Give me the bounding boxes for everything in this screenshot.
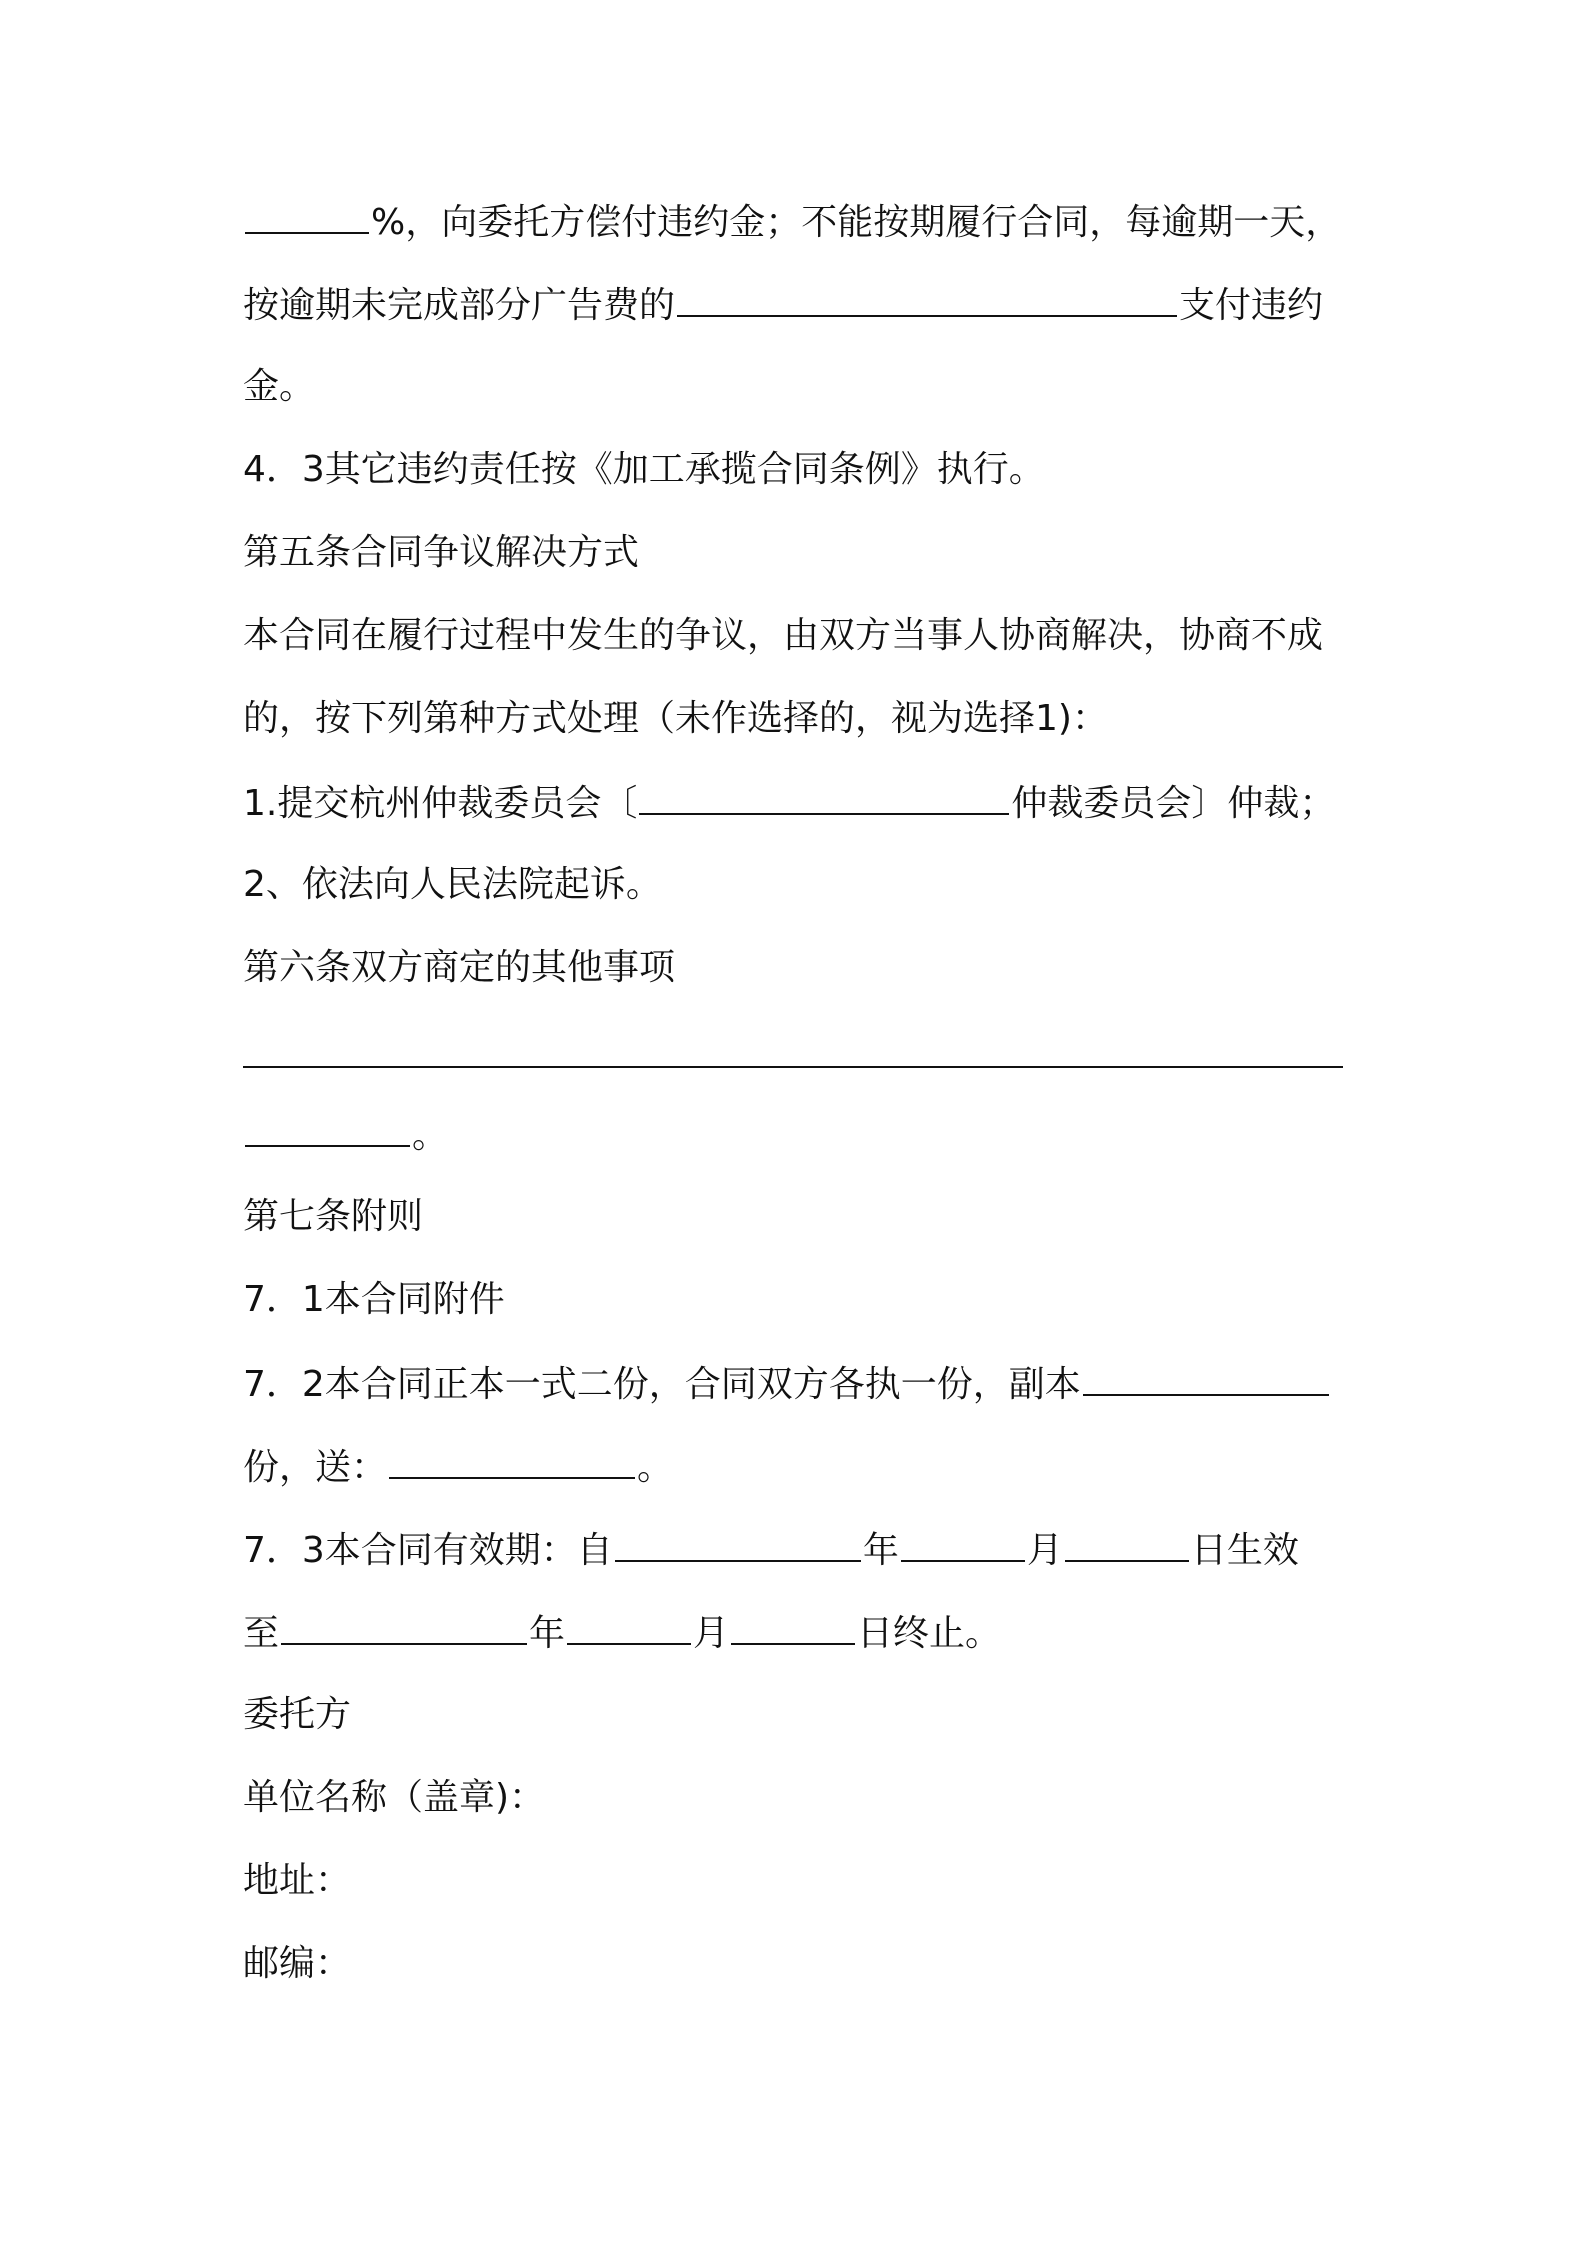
text-fragment: 的，按下列第种方式处理（未作选择的，视为选择1)： (243, 698, 1108, 739)
blank-underline (1083, 1358, 1329, 1396)
blank-underline (639, 777, 1009, 815)
document-body (243, 196, 1358, 2022)
text-line-penalty-percent (243, 196, 1358, 245)
blank-underline (1065, 1524, 1189, 1562)
clause-4-3 (243, 445, 1358, 494)
text-fragment: 。 (637, 1447, 674, 1488)
section-heading-7 (243, 1192, 1358, 1241)
blank-underline (731, 1607, 855, 1645)
blank-underline (615, 1524, 861, 1562)
text-fragment: 7．1本合同附件 (243, 1279, 505, 1320)
blank-underline (389, 1441, 635, 1479)
text-line (243, 611, 1358, 660)
text-fragment: 本合同在履行过程中发生的争议，由双方当事人协商解决，协商不成 (243, 615, 1324, 656)
text-fragment: 日生效 (1190, 1530, 1299, 1571)
text-line-overdue-fee (243, 279, 1358, 328)
blank-underline (245, 196, 369, 234)
blank-underline (567, 1607, 691, 1645)
text-fragment: 月 (693, 1613, 730, 1654)
text-fragment: 委托方 (243, 1694, 352, 1735)
text-fragment: 年 (529, 1613, 566, 1654)
text-fragment: 第五条合同争议解决方式 (243, 532, 640, 573)
text-fragment: 第七条附则 (243, 1196, 424, 1237)
text-fragment: 7．3本合同有效期：自 (243, 1530, 613, 1571)
text-line-copies (243, 1441, 1358, 1490)
text-fragment: 按逾期未完成部分广告费的 (243, 285, 676, 326)
text-fragment: 。 (412, 1115, 449, 1156)
text-fragment: 月 (1026, 1530, 1063, 1571)
text-fragment: 金。 (243, 366, 316, 407)
signature-field-company (243, 1773, 1358, 1822)
section-heading-6 (243, 943, 1358, 992)
text-fragment: 单位名称（盖章)： (243, 1777, 546, 1818)
text-fragment: 2、依法向人民法院起诉。 (243, 864, 662, 905)
text-line (243, 362, 1358, 411)
signature-field-postcode (243, 1939, 1358, 1988)
option-2-court (243, 860, 1358, 909)
text-fragment: 至 (243, 1613, 280, 1654)
text-fragment: 支付违约 (1179, 285, 1324, 326)
text-fragment: 份，送： (243, 1447, 388, 1488)
text-fragment: 7．2本合同正本一式二份，合同双方各执一份，副本 (243, 1364, 1081, 1405)
blank-underline (901, 1524, 1025, 1562)
text-fragment: 1.提交杭州仲裁委员会〔 (243, 783, 638, 824)
clause-7-3 (243, 1524, 1358, 1573)
text-fragment: 邮编： (243, 1943, 352, 1984)
text-line-end-date (243, 1607, 1358, 1656)
blank-underline (677, 279, 1177, 317)
section-heading-5 (243, 528, 1358, 577)
clause-7-1 (243, 1275, 1358, 1324)
text-fragment: 地址： (243, 1860, 352, 1901)
blank-underline (245, 1109, 410, 1147)
text-fragment: 日终止。 (857, 1613, 1002, 1654)
text-fragment: 第六条双方商定的其他事项 (243, 947, 676, 988)
blank-full-line (243, 1026, 1358, 1075)
text-fragment: 4．3其它违约责任按《加工承揽合同条例》执行。 (243, 449, 1045, 490)
text-line (243, 694, 1358, 743)
signature-party-heading (243, 1690, 1358, 1739)
option-1-arbitration (243, 777, 1358, 826)
signature-field-address (243, 1856, 1358, 1905)
text-fragment: %，向委托方偿付违约金；不能按期履行合同，每逾期一天， (371, 202, 1342, 243)
text-fragment: 年 (862, 1530, 899, 1571)
blank-underline (243, 1026, 1343, 1068)
clause-7-2 (243, 1358, 1358, 1407)
blank-underline (281, 1607, 527, 1645)
text-fragment: 仲裁委员会〕仲裁； (1011, 783, 1336, 824)
blank-short-line (243, 1109, 1358, 1158)
